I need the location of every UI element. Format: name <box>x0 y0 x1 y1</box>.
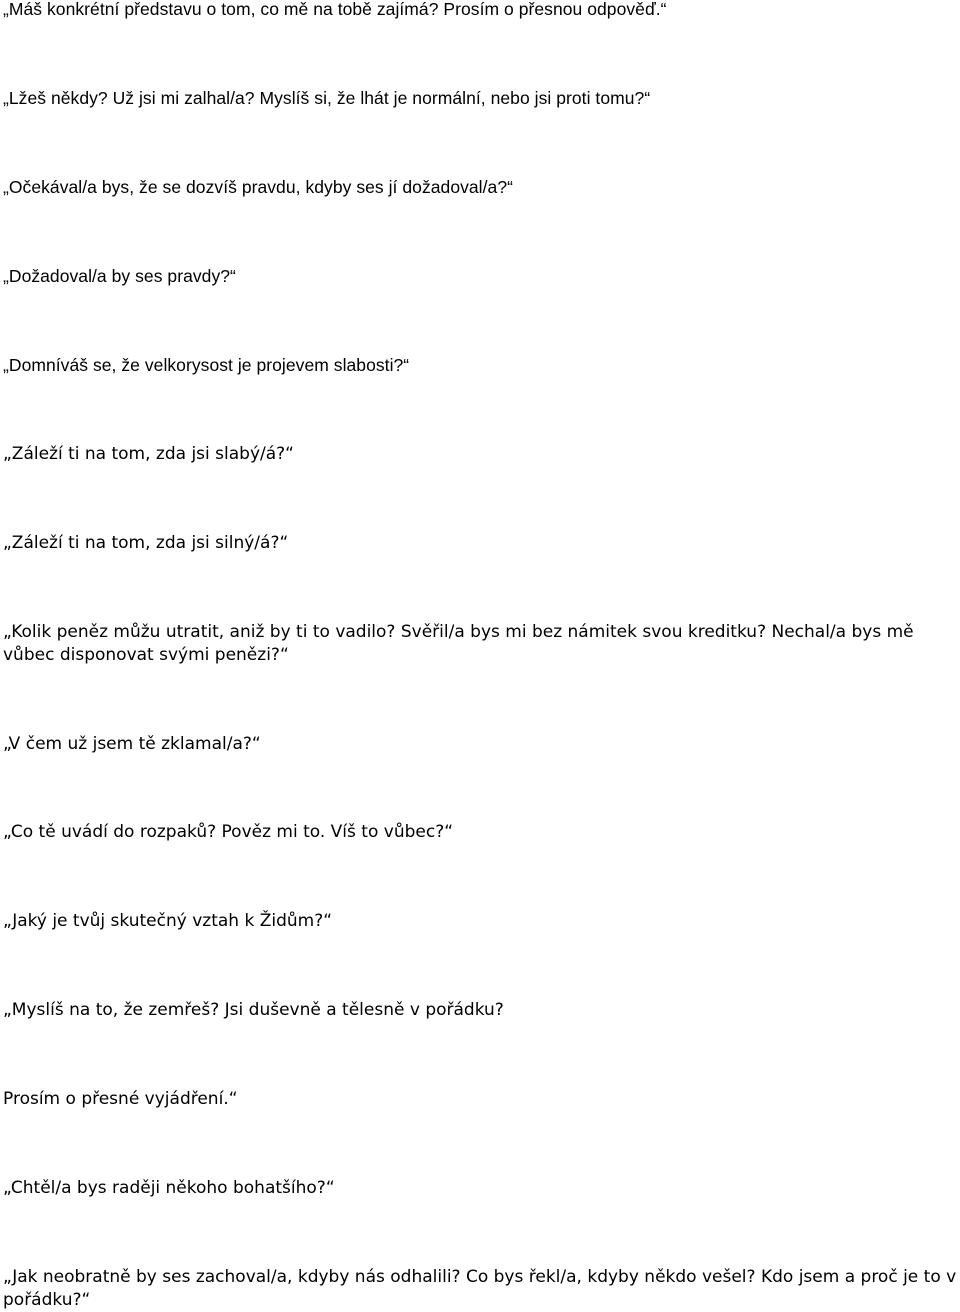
question-paragraph: „Co tě uvádí do rozpaků? Pověz mi to. Víš to vůbec?“ <box>3 822 454 842</box>
question-paragraph: „Očekával/a bys, že se dozvíš pravdu, kdyby ses jí dožadoval/a?“ <box>3 177 513 197</box>
question-paragraph: „Myslíš na to, že zemřeš? Jsi duševně a tělesně v pořádku? <box>3 1000 504 1020</box>
question-paragraph: Prosím o přesné vyjádření.“ <box>3 1089 238 1109</box>
question-paragraph: „Záleží ti na tom, zda jsi slabý/á?“ <box>3 444 294 464</box>
question-paragraph: „Máš konkrétní představu o tom, co mě na tobě zajímá? Prosím o přesnou odpověď.“ <box>3 0 667 19</box>
question-paragraph: „Chtěl/a bys raději někoho bohatšího?“ <box>3 1178 335 1198</box>
question-paragraph: „Kolik peněz můžu utratit, aniž by ti to vadilo? Svěřil/a bys mi bez námitek svou kreditku? Nechal/a bys mě vůbec disponovat svými penězi?“ <box>3 622 914 665</box>
question-paragraph: „Jaký je tvůj skutečný vztah k Židům?“ <box>3 911 333 931</box>
question-paragraph: „Jak neobratně by ses zachoval/a, kdyby nás odhalili? Co bys řekl/a, kdyby někdo vešel? Kdo jsem a proč je to v pořádku?“ <box>3 1267 957 1310</box>
question-paragraph: „Dožadoval/a by ses pravdy?“ <box>3 266 236 286</box>
question-paragraph: „Lžeš někdy? Už jsi mi zalhal/a? Myslíš si, že lhát je normální, nebo jsi proti tomu?“ <box>3 88 651 108</box>
question-paragraph: „Domníváš se, že velkorysost je projevem slabosti?“ <box>3 355 410 375</box>
question-paragraph: „V čem už jsem tě zklamal/a?“ <box>3 734 261 754</box>
question-paragraph: „Záleží ti na tom, zda jsi silný/á?“ <box>3 533 289 553</box>
